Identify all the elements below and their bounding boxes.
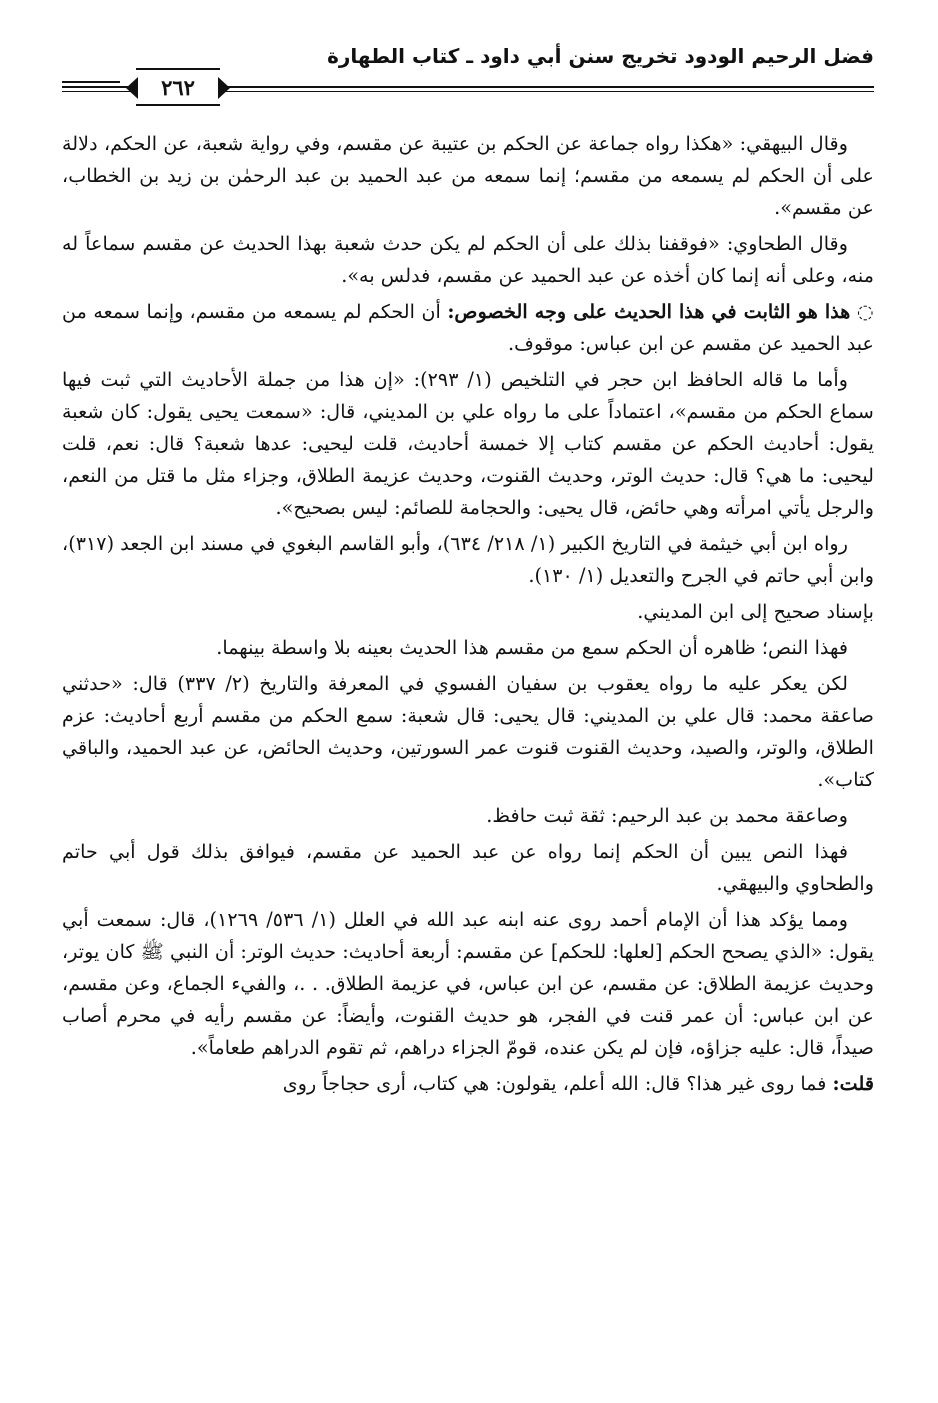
ruling-text-cont: مقسم، وإنما سمعه من عبد الحميد عن مقسم عن ابن عباس: موقوف.: [62, 300, 874, 355]
qult-paragraph: [62, 1068, 874, 1100]
paragraph: ومما يؤكد هذا أن الإمام أحمد روى عنه ابنه عبد الله في العلل (١/ ٥٣٦/ ١٢٦٩)، قال: سمعت أبي يقول: «الذي يصحح الحكم [لعلها: للحكم] عن مقسم: أربعة أحاديث: حديث الوتر: أن النبي ﷺ كان يوتر، وحديث عزيمة الطلاق: عن مقسم، عن ابن عباس، في عزيمة الطلاق. . .، والفيء الجماع، وعن مقسم، عن ابن عباس: أن عمر قنت في الفجر، هو حديث القنوت، وأيضاً: عن مقسم رأيه في محرم أصاب صيداً، قال: عليه جزاؤه، فإن لم يكن عنده، قومّ الجزاء دراهم، ثم تقوم الدراهم طعاماً».: [62, 908, 874, 1059]
ruling-mark: ◌: [856, 300, 874, 323]
paragraph: لكن يعكر عليه ما رواه يعقوب بن سفيان الفسوي في المعرفة والتاريخ (٢/ ٣٣٧) قال: «حدثني صاعقة محمد: قال علي بن المديني: قال يحيى: قال شعبة: سمع الحكم من مقسم أربع أحاديث: عزم الطلاق، والوتر، والصيد، وحديث القنوت قنوت عمر السورتين، وحديث الحائض، عن عبد الحميد، والباقي كتاب».: [62, 672, 874, 791]
paragraph: وقال البيهقي: «هكذا رواه جماعة عن الحكم بن عتيبة عن مقسم، وفي رواية شعبة، عن الحكم، دلالة على أن الحكم لم يسمعه من مقسم؛ إنما سمعه من عبد الحميد بن عبد الرحمٰن بن زيد بن الخطاب، عن مقسم».: [62, 132, 874, 219]
ruling-heading: هذا هو الثابت في هذا الحديث على وجه الخصوص:: [447, 300, 851, 323]
paragraph: فهذا النص؛ ظاهره أن الحكم سمع من مقسم هذا الحديث بعينه بلا واسطة بينهما.: [216, 636, 848, 659]
ornament-line: [62, 86, 120, 88]
page-number-ornament: [62, 66, 232, 108]
qult-text: فما روى غير هذا؟ قال: الله أعلم، يقولون: هي كتاب، أرى حجاجاً روى: [282, 1072, 827, 1095]
qult-label: قلت:: [832, 1072, 874, 1095]
paragraph: فهذا النص يبين أن الحكم إنما رواه عن عبد الحميد عن مقسم، فيوافق بذلك قول أبي حاتم والطحاوي والبيهقي.: [62, 840, 874, 895]
paragraph: رواه ابن أبي خيثمة في التاريخ الكبير (١/ ٢١٨/ ٦٣٤)، وأبو القاسم البغوي في مسند ابن الجعد (٣١٧)، وابن أبي حاتم في الجرح والتعديل (١/ ١٣٠).: [62, 532, 874, 587]
ornament-line: [62, 81, 120, 83]
paragraph: وصاعقة محمد بن عبد الرحيم: ثقة ثبت حافظ.: [486, 804, 848, 827]
page-number-frame: [136, 68, 220, 106]
body-text: [62, 128, 874, 1104]
paragraph: بإسناد صحيح إلى ابن المديني.: [637, 600, 874, 623]
ruling-paragraph: [62, 296, 874, 360]
paragraph: وقال الطحاوي: «فوقفنا بذلك على أن الحكم لم يكن حدث شعبة بهذا الحديث عن مقسم سماعاً له منه، وعلى أنه إنما كان أخذه عن عبد الحميد عن مقسم، فدلس به».: [62, 232, 874, 287]
running-header-title: فضل الرحيم الودود تخريج سنن أبي داود ـ كتاب الطهارة: [327, 44, 874, 68]
paragraph: وأما ما قاله الحافظ ابن حجر في التلخيص (١/ ٢٩٣): «إن هذا من جملة الأحاديث التي ثبت فيها سماع الحكم من مقسم»، اعتماداً على ما رواه علي بن المديني، قال: «سمعت يحيى يقول: كان شعبة يقول: أحاديث الحكم عن مقسم كتاب إلا خمسة أحاديث، قلت ليحيى: عدها شعبة؟ قال: نعم، قلت ليحيى: ما هي؟ قال: حديث الوتر، وحديث القنوت، وحديث عزيمة الطلاق، وجزاء مثل ما قتل من النعم، والرجل يأتي امرأته وهي حائض، قال يحيى: والحجامة للصائم: ليس بصحيح».: [62, 368, 874, 519]
page-number: ٢٦٢: [136, 68, 220, 106]
ruling-text: أن الحكم لم يسمعه من: [252, 300, 441, 323]
